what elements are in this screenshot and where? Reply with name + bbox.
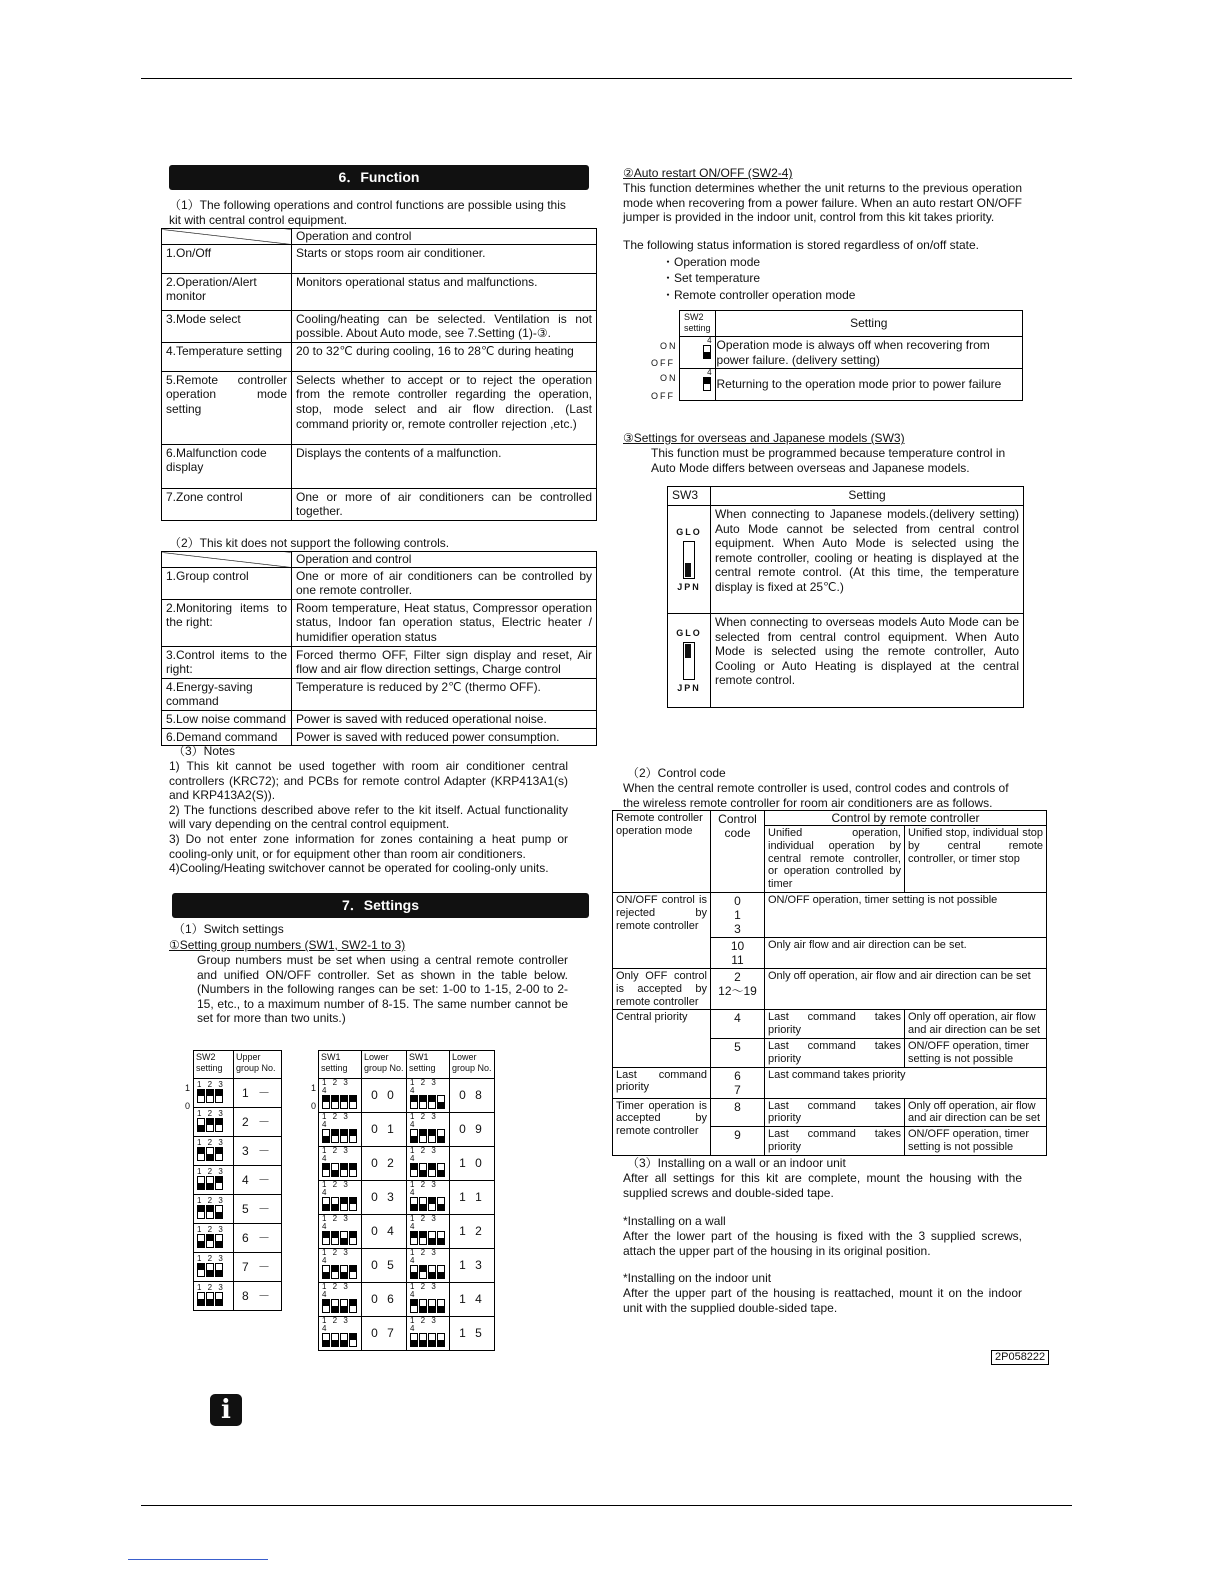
code-col-head: Control code — [711, 811, 765, 893]
lower-group-number: 0 9 — [450, 1113, 495, 1147]
dip-switch-icon — [410, 1095, 446, 1112]
row-label: 1.Group control — [162, 567, 292, 599]
auto-restart-title-text: ②Auto restart ON/OFF (SW2-4) — [623, 166, 793, 180]
note-item: 1) This kit cannot be used together with room air conditioner central controllers (KRC72); and PCBs for remote control Adapter (KRP413A1(s) and KRP413A2(S)). — [169, 759, 568, 803]
pin-numbers: 1 2 3 — [197, 1079, 225, 1089]
code-cell: 2 12～19 — [711, 968, 765, 1009]
row-text: Selects whether to accept or to reject the operation from the remote controller regarding the operation, stop, mode select and air flow direction. (Last command priority or, remote controller rejection ,etc.) — [292, 371, 597, 444]
sw3-head: SW3 — [668, 487, 711, 506]
pin-numbers: 1 2 3 4 — [322, 1112, 350, 1129]
setting-row: Returning to the operation mode prior to power failure — [715, 369, 1022, 401]
dip-switch-icon — [197, 1234, 224, 1251]
slide-switch-icon — [683, 541, 695, 579]
row-text: Starts or stops room air conditioner. — [292, 244, 597, 273]
sw1-dip-cell — [319, 1215, 362, 1249]
upper-col-head: Upper group No. — [234, 1051, 282, 1079]
row-label: 2.Monitoring items to the right: — [162, 599, 292, 646]
mode-col-head: Remote controller operation mode — [613, 811, 711, 893]
control-cell: ON/OFF operation, timer setting is not possible — [765, 892, 1047, 937]
control-cell: Last command takes priority — [765, 1010, 905, 1039]
sw1-row — [319, 1215, 495, 1249]
setting-head: Setting — [715, 311, 1022, 337]
sw2-col-head: SW2 setting — [194, 1051, 234, 1079]
lower-group-number: 0 0 — [362, 1079, 407, 1113]
sw3-glo-switch — [668, 614, 711, 708]
note-item: 3) Do not enter zone information for zones containing a heat pump or cooling-only unit, or for equipment other than room air conditioners. — [169, 831, 568, 861]
lower-group-number: 1 3 — [450, 1249, 495, 1283]
control-cell: Only off operation, air flow and air direction can be set — [765, 968, 1047, 1009]
wall-text: After the lower part of the housing is fixed with the 3 supplied screws, attach the upper part of the housing in its original position. — [623, 1229, 1022, 1258]
pin-numbers: 1 2 3 4 — [322, 1146, 350, 1163]
jpn-label: JPN — [677, 581, 701, 592]
row-label: 5.Remote controller operation mode setting — [162, 371, 292, 444]
sw1-row — [319, 1079, 495, 1113]
auto-restart-text: This function determines whether the unit returns to the previous operation mode when recovering from a power failure. When an auto restart ON/OFF jumper is provided in the indoor unit, control from this kit takes priority. — [623, 181, 1022, 225]
sw3-setting-jpn: When connecting to Japanese models.(delivery setting) Auto Mode cannot be selected from central control equipment. When Auto Mode is selected using the remote controller, cooling or heating is displayed at the central remote control. (At this time, the temperature display is fixed at 25℃.) — [711, 506, 1024, 614]
pin-number: 4 — [707, 336, 712, 345]
row-label: 6.Malfunction code display — [162, 444, 292, 488]
lower-group-number: 0 3 — [362, 1181, 407, 1215]
sw1-dip-cell — [407, 1215, 450, 1249]
unsupported-table — [161, 551, 597, 746]
control-cell: Last command takes priority — [765, 1127, 905, 1156]
sw3-title — [623, 431, 905, 446]
sw2-dip-cell — [194, 1108, 234, 1137]
lower-group-number: 0 1 — [362, 1113, 407, 1147]
upper-group-number: 6 － — [234, 1224, 282, 1253]
control-cell: ON/OFF operation, timer setting is not possible — [905, 1038, 1047, 1067]
sw1-dip-cell — [319, 1283, 362, 1317]
dip-switch-icon — [322, 1333, 358, 1350]
auto-restart-text-2: The following status information is stored regardless of on/off state. — [623, 238, 979, 252]
row-label: 3.Mode select — [162, 310, 292, 342]
dip-switch-icon — [410, 1333, 446, 1350]
row-label: 4.Energy-saving command — [162, 678, 292, 710]
slide-switch-icon — [683, 642, 695, 680]
lower-group-number: 0 4 — [362, 1215, 407, 1249]
sw3-table — [667, 486, 1024, 708]
sw1-group-table — [318, 1050, 495, 1351]
upper-group-number: 1 － — [234, 1079, 282, 1108]
pin-numbers: 1 2 3 — [197, 1137, 225, 1147]
dip-switch-icon — [322, 1129, 358, 1146]
diagonal-cell — [162, 552, 292, 568]
pin-numbers: 1 2 3 4 — [322, 1316, 350, 1333]
section-7-heading: 7．Settings — [172, 893, 589, 918]
wall-title: *Installing on a wall — [623, 1214, 726, 1228]
sw1-dip-cell — [407, 1283, 450, 1317]
top-rule — [141, 78, 1072, 79]
unsupported-table-header: Operation and control — [292, 552, 597, 568]
sw2-side-0: 0 — [185, 1101, 191, 1111]
code-cell: 9 — [711, 1127, 765, 1156]
dip-switch-icon — [322, 1197, 358, 1214]
pin-numbers: 1 2 3 — [197, 1195, 225, 1205]
dip-switch-icon — [410, 1129, 446, 1146]
unified-op-head: Unified operation, individual operation by central remote controller, or operation controlled by timer — [765, 826, 905, 893]
upper-group-number: 8 － — [234, 1282, 282, 1311]
row-text: Power is saved with reduced operational noise. — [292, 710, 597, 728]
indoor-title: *Installing on the indoor unit — [623, 1271, 772, 1285]
pin-numbers: 1 2 3 — [197, 1224, 225, 1234]
upper-group-number: 5 － — [234, 1195, 282, 1224]
unsupported-intro: （2）This kit does not support the following controls. — [169, 536, 450, 550]
pin-numbers: 1 2 3 4 — [322, 1248, 350, 1265]
on-label: ON — [660, 373, 678, 383]
dip-switch-icon — [410, 1231, 446, 1248]
control-cell: Only air flow and air direction can be set. — [765, 937, 1047, 968]
row-label: 1.On/Off — [162, 244, 292, 273]
group-number-title-text: ①Setting group numbers (SW1, SW2-1 to 3) — [169, 938, 406, 952]
control-col-head: Control by remote controller — [765, 811, 1047, 826]
dip-switch-icon — [197, 1089, 224, 1106]
row-text: Displays the contents of a malfunction. — [292, 444, 597, 488]
row-label: 5.Low noise command — [162, 710, 292, 728]
row-text: Room temperature, Heat status, Compressor operation status, Indoor fan operation status, Electric heater / humidifier operation status — [292, 599, 597, 646]
info-icon: i — [210, 1394, 242, 1426]
sw2-dip-cell — [194, 1282, 234, 1311]
on-label: ON — [660, 341, 678, 351]
sw1-row — [319, 1317, 495, 1351]
control-code-text: When the central remote controller is used, control codes and controls of the wireless remote controller for room air conditioners are as follows. — [623, 781, 1009, 810]
pin-numbers: 1 2 3 — [197, 1166, 225, 1176]
upper-group-number: 7 － — [234, 1253, 282, 1282]
lower-group-number: 1 1 — [450, 1181, 495, 1215]
function-table — [161, 228, 597, 521]
diagonal-cell — [162, 229, 292, 245]
upper-group-number: 3 － — [234, 1137, 282, 1166]
upper-group-number: 2 － — [234, 1108, 282, 1137]
pin-numbers: 1 2 3 4 — [322, 1078, 350, 1095]
control-cell: Last command takes priority — [765, 1067, 1047, 1098]
sw2-row — [194, 1224, 282, 1253]
notes-list — [169, 759, 568, 876]
dip-switch-icon — [410, 1299, 446, 1316]
sw2-row — [194, 1166, 282, 1195]
pin-numbers: 1 2 3 4 — [322, 1180, 350, 1197]
bottom-rule — [141, 1505, 1072, 1506]
sw1-dip-cell — [407, 1181, 450, 1215]
sw2-group-table — [193, 1050, 282, 1311]
lower-group-number: 1 4 — [450, 1283, 495, 1317]
dip-switch-icon — [322, 1265, 358, 1282]
group-number-title — [169, 938, 405, 953]
document-code: 2P058222 — [991, 1350, 1049, 1365]
pin-numbers: 1 2 3 — [197, 1108, 225, 1118]
sw1-row — [319, 1181, 495, 1215]
dip-switch-icon — [322, 1163, 358, 1180]
sw1-dip-cell — [319, 1113, 362, 1147]
dip-switch-icon — [197, 1205, 224, 1222]
setting-head: Setting — [711, 487, 1024, 506]
sw2-4-on-switch — [680, 369, 716, 401]
dip-switch-icon — [197, 1292, 224, 1309]
sw2-row — [194, 1108, 282, 1137]
dip-switch-icon — [703, 377, 711, 391]
pin-numbers: 1 2 3 4 — [410, 1180, 438, 1197]
sw2-dip-cell — [194, 1195, 234, 1224]
pin-numbers: 1 2 3 4 — [322, 1282, 350, 1299]
list-item: ・Remote controller operation mode — [662, 287, 856, 302]
code-cell: 4 — [711, 1010, 765, 1039]
control-cell: Only off operation, air flow and air direction can be set — [905, 1010, 1047, 1039]
switch-settings-title: （1）Switch settings — [173, 922, 284, 936]
dip-switch-icon — [197, 1263, 224, 1280]
sw2-dip-cell — [194, 1253, 234, 1282]
upper-group-number: 4 － — [234, 1166, 282, 1195]
pin-numbers: 1 2 3 4 — [322, 1214, 350, 1231]
lower-col-head: Lower group No. — [450, 1051, 495, 1079]
sw1-row — [319, 1283, 495, 1317]
dip-switch-icon — [322, 1095, 358, 1112]
pin-numbers: 1 2 3 4 — [410, 1078, 438, 1095]
sw1-dip-cell — [407, 1079, 450, 1113]
bottom-link-underline[interactable] — [128, 1559, 268, 1560]
pin-numbers: 1 2 3 — [197, 1253, 225, 1263]
dip-switch-icon — [410, 1197, 446, 1214]
sw1-dip-cell — [319, 1079, 362, 1113]
control-cell: Last command takes priority — [765, 1098, 905, 1127]
auto-restart-table — [679, 310, 1023, 401]
pin-numbers: 1 2 3 — [197, 1282, 225, 1292]
row-text: Monitors operational status and malfunctions. — [292, 273, 597, 310]
code-cell: 0 1 3 — [711, 892, 765, 937]
pin-numbers: 1 2 3 4 — [410, 1316, 438, 1333]
list-item: ・Operation mode — [662, 255, 761, 269]
sw2-row — [194, 1195, 282, 1224]
unified-stop-head: Unified stop, individual stop by central remote controller, or timer stop — [905, 826, 1047, 893]
control-cell: ON/OFF operation, timer setting is not possible — [905, 1127, 1047, 1156]
code-cell: 5 — [711, 1038, 765, 1067]
lower-group-number: 0 6 — [362, 1283, 407, 1317]
row-label: 6.Demand command — [162, 728, 292, 746]
dip-switch-icon — [197, 1147, 224, 1164]
sw1-dip-cell — [319, 1147, 362, 1181]
jpn-label: JPN — [677, 682, 701, 693]
auto-restart-title — [623, 166, 792, 181]
glo-label: GLO — [676, 627, 702, 638]
lower-group-number: 0 8 — [450, 1079, 495, 1113]
off-label: OFF — [651, 358, 675, 368]
list-item: ・Set temperature — [662, 271, 761, 286]
sw1-dip-cell — [407, 1249, 450, 1283]
dip-switch-icon — [322, 1299, 358, 1316]
sw1-dip-cell — [407, 1113, 450, 1147]
row-text: Cooling/heating can be selected. Ventilation is not possible. About Auto mode, see 7.Setting (1)-③. — [292, 310, 597, 342]
install-text: After all settings for this kit are complete, mount the housing with the supplied screws and double-sided tape. — [623, 1171, 1022, 1200]
lower-col-head: Lower group No. — [362, 1051, 407, 1079]
sw2-setting-head: SW2 setting — [680, 311, 716, 337]
sw2-4-off-switch — [680, 337, 716, 369]
indoor-text: After the upper part of the housing is reattached, mount it on the indoor unit with the supplied double-sided tape. — [623, 1286, 1022, 1315]
note-item: 4)Cooling/Heating switchover cannot be operated for cooling-only units. — [169, 861, 549, 876]
dip-switch-icon — [322, 1231, 358, 1248]
row-text: Temperature is reduced by 2℃ (thermo OFF). — [292, 678, 597, 710]
pin-numbers: 1 2 3 4 — [410, 1112, 438, 1129]
sw1-dip-cell — [319, 1181, 362, 1215]
sw2-row — [194, 1079, 282, 1108]
lower-group-number: 0 2 — [362, 1147, 407, 1181]
off-label: OFF — [651, 391, 675, 401]
function-intro: （1）The following operations and control functions are possible using this kit with central control equipment. — [169, 198, 566, 227]
mode-cell: Only OFF control is accepted by remote controller — [613, 968, 711, 1009]
sw2-dip-cell — [194, 1166, 234, 1195]
row-text: Power is saved with reduced power consumption. — [292, 728, 597, 746]
control-code-title: （2）Control code — [627, 766, 726, 780]
pin-numbers: 1 2 3 4 — [410, 1248, 438, 1265]
sw2-dip-cell — [194, 1079, 234, 1108]
sw3-setting-glo: When connecting to overseas models Auto Mode can be selected from central control equipment. When Auto Mode is selected using the remote controller, Auto Cooling or Auto Heating is displayed at the central remote control. — [711, 614, 1024, 708]
control-cell: Only off operation, air flow and air direction can be set — [905, 1098, 1047, 1127]
mode-cell: Central priority — [613, 1010, 711, 1067]
dip-switch-icon — [197, 1118, 224, 1135]
setting-row: Operation mode is always off when recovering from power failure. (delivery setting) — [715, 337, 1022, 369]
mode-cell: Timer operation is accepted by remote controller — [613, 1098, 711, 1155]
sw1-dip-cell — [407, 1317, 450, 1351]
dip-switch-icon — [410, 1265, 446, 1282]
sw3-jpn-switch — [668, 506, 711, 614]
glo-label: GLO — [676, 526, 702, 537]
sw1-side-1: 1 — [311, 1083, 317, 1093]
row-label: 4.Temperature setting — [162, 342, 292, 371]
function-table-header: Operation and control — [292, 229, 597, 245]
sw2-row — [194, 1253, 282, 1282]
lower-group-number: 1 0 — [450, 1147, 495, 1181]
sw1-row — [319, 1147, 495, 1181]
row-text: One or more of air conditioners can be controlled together. — [292, 488, 597, 520]
notes-title: （3）Notes — [173, 744, 236, 758]
code-cell: 6 7 — [711, 1067, 765, 1098]
row-label: 3.Control items to the right: — [162, 646, 292, 678]
sw2-dip-cell — [194, 1137, 234, 1166]
sw1-side-0: 0 — [311, 1101, 317, 1111]
row-label: 2.Operation/Alert monitor — [162, 273, 292, 310]
sw1-row — [319, 1113, 495, 1147]
group-number-text: Group numbers must be set when using a central remote controller and unified ON/OFF controller. Set as shown in the table below. (Numbers in the following ranges can be set: 1-00 to 1-15, 2-00 to 2-15, etc., to a maximum number of 8-15. The same number cannot be set for more than two units.) — [197, 953, 568, 1026]
pin-numbers: 1 2 3 4 — [410, 1282, 438, 1299]
sw3-title-text: ③Settings for overseas and Japanese models (SW3) — [623, 431, 905, 445]
sw3-text: This function must be programmed because temperature control in Auto Mode differs between overseas and Japanese models. — [651, 446, 1006, 475]
sw1-dip-cell — [319, 1317, 362, 1351]
code-cell: 10 11 — [711, 937, 765, 968]
lower-group-number: 0 5 — [362, 1249, 407, 1283]
pin-number: 4 — [707, 368, 712, 377]
sw1-col-head: SW1 setting — [407, 1051, 450, 1079]
note-item: 2) The functions described above refer to the kit itself. Actual functionality will vary depending on the central control equipment. — [169, 802, 568, 832]
row-text: 20 to 32℃ during cooling, 16 to 28℃ during heating — [292, 342, 597, 371]
pin-numbers: 1 2 3 4 — [410, 1214, 438, 1231]
dip-switch-icon — [703, 345, 711, 359]
sw1-col-head: SW1 setting — [319, 1051, 362, 1079]
sw2-row — [194, 1137, 282, 1166]
sw1-row — [319, 1249, 495, 1283]
sw1-dip-cell — [407, 1147, 450, 1181]
row-label: 7.Zone control — [162, 488, 292, 520]
install-title: （3）Installing on a wall or an indoor unit — [627, 1156, 846, 1170]
sw2-dip-cell — [194, 1224, 234, 1253]
auto-restart-list — [662, 254, 855, 303]
dip-switch-icon — [197, 1176, 224, 1193]
pin-numbers: 1 2 3 4 — [410, 1146, 438, 1163]
sw2-row — [194, 1282, 282, 1311]
lower-group-number: 1 2 — [450, 1215, 495, 1249]
control-code-table — [612, 810, 1047, 1156]
sw1-dip-cell — [319, 1249, 362, 1283]
control-cell: Last command takes priority — [765, 1038, 905, 1067]
code-cell: 8 — [711, 1098, 765, 1127]
mode-cell: ON/OFF control is rejected by remote controller — [613, 892, 711, 968]
dip-switch-icon — [410, 1163, 446, 1180]
row-text: Forced thermo OFF, Filter sign display and reset, Air flow and air flow direction settings, Charge control — [292, 646, 597, 678]
lower-group-number: 1 5 — [450, 1317, 495, 1351]
section-6-heading: 6．Function — [169, 165, 589, 190]
mode-cell: Last command priority — [613, 1067, 711, 1098]
row-text: One or more of air conditioners can be controlled by one remote controller. — [292, 567, 597, 599]
lower-group-number: 0 7 — [362, 1317, 407, 1351]
sw2-side-1: 1 — [185, 1083, 191, 1093]
